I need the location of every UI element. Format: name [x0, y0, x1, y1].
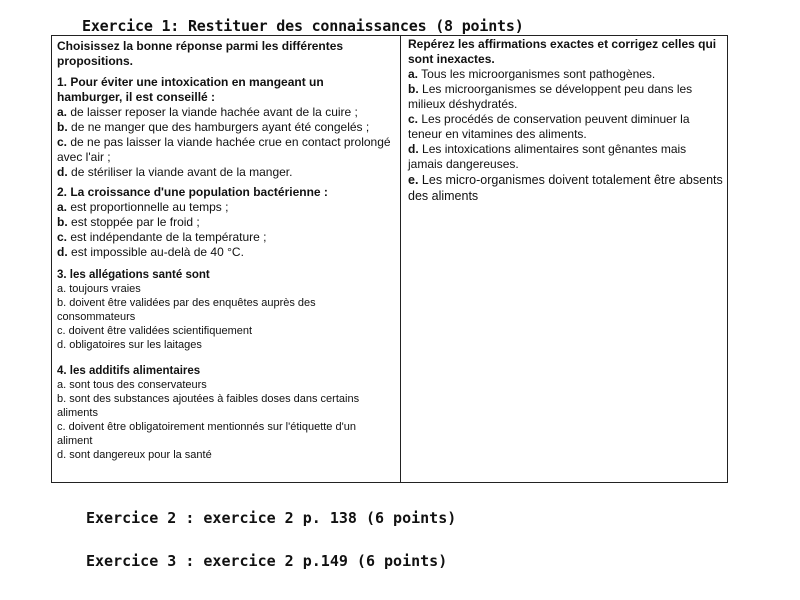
question-2-option-a	[57, 200, 392, 215]
option-letter: d.	[57, 245, 68, 259]
question-3-title: 3. les allégations santé sont	[57, 269, 210, 281]
option-letter: a.	[57, 200, 68, 214]
statement-text: Les microorganismes se développent peu dans les milieux déshydratés.	[408, 82, 693, 111]
option-letter: b.	[57, 120, 68, 134]
statement-e	[408, 172, 724, 204]
statement-letter: d.	[408, 142, 419, 156]
question-3-option-a: a. toujours vraies	[57, 283, 141, 295]
statement-letter: a.	[408, 67, 419, 81]
option-text: est indépendante de la température ;	[70, 230, 267, 244]
question-1-option-c	[57, 135, 392, 165]
option-text: est stoppée par le froid ;	[71, 215, 200, 229]
statement-text: Les micro-organismes doivent totalement être absents des aliments	[408, 173, 723, 203]
statement-b	[408, 82, 724, 112]
option-letter: c.	[57, 135, 68, 149]
question-1	[57, 75, 392, 180]
option-letter: d.	[57, 165, 68, 179]
question-3-option-d: d. obligatoires sur les laitages	[57, 339, 202, 351]
option-text: est impossible au-delà de 40 °C.	[71, 245, 244, 259]
question-3-option-c: c. doivent être validées scientifiquement	[57, 325, 253, 337]
question-4-option-c: c. doivent être obligatoirement mentionnés sur l'étiquette d'un aliment	[57, 421, 356, 447]
question-4-option-a: a. sont tous des conservateurs	[57, 379, 207, 391]
option-text: de ne pas laisser la viande hachée crue en contact prolongé avec l'air ;	[57, 135, 391, 164]
option-text: de ne manger que des hamburgers ayant été congelés ;	[71, 120, 370, 134]
right-instruction: Repérez les affirmations exactes et corrigez celles qui sont inexactes.	[408, 37, 717, 66]
statement-text: Les procédés de conservation peuvent diminuer la teneur en vitamines des aliments.	[408, 112, 690, 141]
question-4-title: 4. les additifs alimentaires	[57, 365, 201, 377]
question-2	[57, 185, 392, 260]
question-1-option-b	[57, 120, 392, 135]
question-3-option-b: b. doivent être validées par des enquêtes auprès des consommateurs	[57, 297, 316, 323]
question-4-option-b: b. sont des substances ajoutées à faibles doses dans certains aliments	[57, 393, 360, 419]
statement-d	[408, 142, 724, 172]
exercise-3-line: Exercice 3 : exercice 2 p.149 (6 points)	[86, 552, 448, 570]
right-column	[408, 37, 724, 204]
statement-text: Tous les microorganismes sont pathogènes.	[421, 67, 656, 81]
option-text: est proportionnelle au temps ;	[70, 200, 229, 214]
statement-letter: e.	[408, 173, 419, 187]
question-1-title: 1. Pour éviter une intoxication en mangeant un hamburger, il est conseillé :	[57, 75, 324, 104]
option-text: de laisser reposer la viande hachée avant de la cuire ;	[70, 105, 358, 119]
question-2-title: 2. La croissance d'une population bactérienne :	[57, 185, 328, 199]
exercise-1-title: Exercice 1: Restituer des connaissances (8 points)	[82, 17, 524, 35]
left-instruction: Choisissez la bonne réponse parmi les différentes propositions.	[57, 39, 344, 68]
question-2-option-c	[57, 230, 392, 245]
question-3	[57, 268, 392, 352]
question-4-option-d: d. sont dangereux pour la santé	[57, 449, 212, 461]
option-letter: a.	[57, 105, 68, 119]
left-column	[57, 39, 392, 462]
question-1-option-a	[57, 105, 392, 120]
question-2-option-b	[57, 215, 392, 230]
statement-c	[408, 112, 724, 142]
question-2-option-d	[57, 245, 392, 260]
option-text: de stériliser la viande avant de la manger.	[71, 165, 293, 179]
statement-letter: b.	[408, 82, 419, 96]
statement-text: Les intoxications alimentaires sont gênantes mais jamais dangereuses.	[408, 142, 687, 171]
table-column-divider	[400, 35, 401, 483]
option-letter: b.	[57, 215, 68, 229]
option-letter: c.	[57, 230, 68, 244]
statement-a	[408, 67, 724, 82]
statement-letter: c.	[408, 112, 419, 126]
question-4	[57, 364, 392, 462]
exercise-2-line: Exercice 2 : exercice 2 p. 138 (6 points)	[86, 509, 457, 527]
question-1-option-d	[57, 165, 392, 180]
